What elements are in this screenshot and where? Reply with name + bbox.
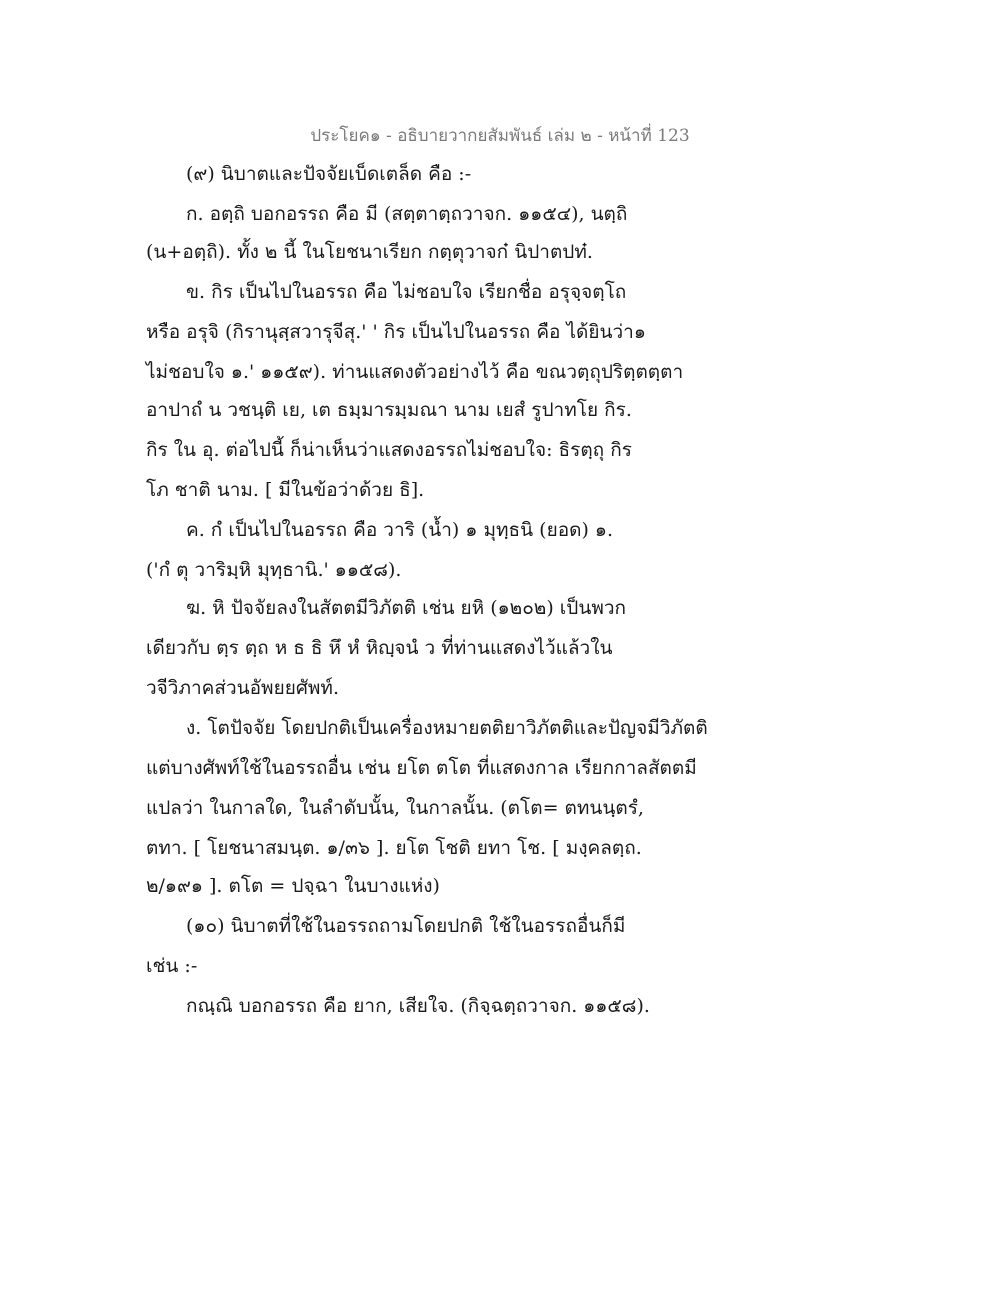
body-line: ก. อตฺถิ บอกอรรถ คือ มี (สตฺตาตฺถวาจก. ๑๑๕๔), นตฺถิ bbox=[186, 203, 628, 225]
body-line: (น+อตฺถิ). ทั้ง ๒ นี้ ในโยชนาเรียก กตฺตุวาจก๋ นิปาตปท๋. bbox=[146, 241, 593, 263]
body-line: วจีวิภาคส่วนอัพยยศัพท์. bbox=[146, 677, 339, 699]
body-line: แต่บางศัพท์ใช้ในอรรถอื่น เช่น ยโต ตโต ที่แสดงกาล เรียกกาลสัตตมี bbox=[146, 757, 697, 779]
body-line: เดียวกับ ตฺร ตฺถ ห ธ ธิ หึ หํ หิญฺจนํ ว ที่ท่านแสดงไว้แล้วใน bbox=[146, 637, 613, 659]
body-line: แปลว่า ในกาลใด, ในลำดับนั้น, ในกาลนั้น. (ตโต= ตทนนฺตรํ, bbox=[146, 797, 644, 819]
body-line: ๒/๑๙๑ ]. ตโต = ปจฺฉา ในบางแห่ง) bbox=[146, 875, 440, 897]
body-line: อาปาถํ น วชนฺติ เย, เต ธมฺมารมฺมณา นาม เยสํ รูปาทโย กิร. bbox=[146, 399, 632, 421]
body-line: ไม่ชอบใจ ๑.' ๑๑๕๙). ท่านแสดงตัวอย่างไว้ คือ ขณวตฺถุปริตฺตตฺตา bbox=[146, 361, 684, 383]
body-line: เช่น :- bbox=[146, 955, 198, 977]
body-line: กิร ใน อุ. ต่อไปนี้ ก็น่าเห็นว่าแสดงอรรถไม่ชอบใจ: ธิรตฺถุ กิร bbox=[146, 439, 632, 461]
body-line: หรือ อรุจิ (กิรานุสฺสวารุจีสุ.' ' กิร เป็นไปในอรรถ คือ ได้ยินว่า๑ bbox=[146, 321, 646, 343]
section-heading-9: (๙) นิบาตและปัจจัยเบ็ดเตล็ด คือ :- bbox=[186, 163, 472, 185]
body-line: ข. กิร เป็นไปในอรรถ คือ ไม่ชอบใจ เรียกชื่อ อรุจฺจตฺโถ bbox=[186, 281, 627, 303]
body-line: ค. กํ เป็นไปในอรรถ คือ วาริ (น้ำ) ๑ มุทฺธนิ (ยอด) ๑. bbox=[186, 519, 614, 541]
body-line: ('กํ ตุ วาริมฺหิ มุทฺธานิ.' ๑๑๕๘). bbox=[146, 559, 402, 581]
body-line: กณฺณิ บอกอรรถ คือ ยาก, เสียใจ. (กิจฺฉตฺถวาจก. ๑๑๕๘). bbox=[186, 995, 650, 1017]
body-line: ฆ. หิ ปัจจัยลงในสัตตมีวิภัตติ เช่น ยหิ (๑๒๐๒) เป็นพวก bbox=[186, 597, 627, 619]
running-header: ประโยค๑ - อธิบายวากยสัมพันธ์ เล่ม ๒ - หน้าที่ 123 bbox=[310, 126, 690, 146]
body-line: ง. โตปัจจัย โดยปกติเป็นเครื่องหมายตติยาวิภัตติและปัญจมีวิภัตติ bbox=[186, 717, 708, 739]
section-heading-10: (๑๐) นิบาตที่ใช้ในอรรถถามโดยปกติ ใช้ในอรรถอื่นก็มี bbox=[186, 915, 626, 937]
body-line: โภ ชาติ นาม. [ มีในข้อว่าด้วย ธิ]. bbox=[146, 479, 425, 501]
body-line: ตทา. [ โยชนาสมนฺต. ๑/๓๖ ]. ยโต โชติ ยทา โช. [ มงฺคลตฺถ. bbox=[146, 837, 642, 859]
